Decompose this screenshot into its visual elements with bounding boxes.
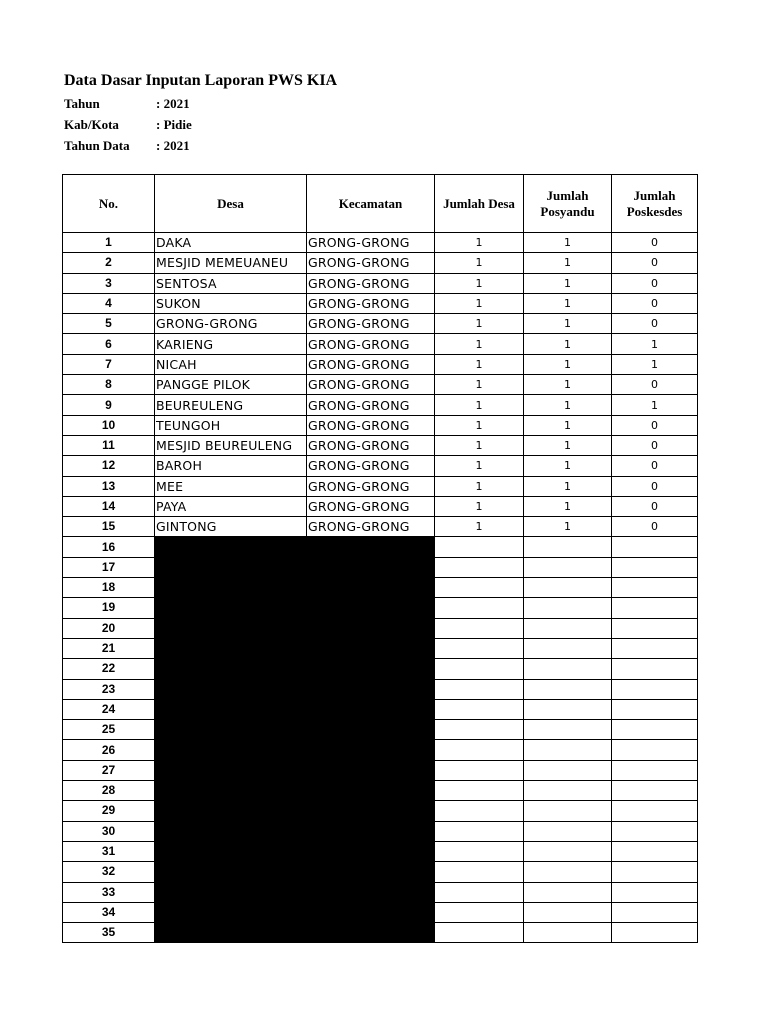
row-number: 4 bbox=[63, 293, 155, 313]
jumlah-poskesdes-cell: 0 bbox=[612, 233, 698, 253]
row-number: 30 bbox=[63, 821, 155, 841]
header-jumlah-posyandu: Jumlah Posyandu bbox=[524, 175, 612, 233]
jumlah-posyandu-cell bbox=[524, 618, 612, 638]
data-table bbox=[62, 174, 698, 943]
jumlah-poskesdes-cell bbox=[612, 923, 698, 943]
row-number: 1 bbox=[63, 233, 155, 253]
jumlah-poskesdes-cell: 0 bbox=[612, 496, 698, 516]
jumlah-poskesdes-cell bbox=[612, 781, 698, 801]
jumlah-poskesdes-cell bbox=[612, 801, 698, 821]
meta-kab-kota bbox=[64, 117, 192, 133]
redacted-block bbox=[155, 801, 435, 821]
redacted-block bbox=[155, 882, 435, 902]
jumlah-posyandu-cell bbox=[524, 557, 612, 577]
jumlah-poskesdes-cell bbox=[612, 862, 698, 882]
jumlah-desa-cell: 1 bbox=[435, 314, 524, 334]
row-number: 27 bbox=[63, 760, 155, 780]
redacted-block bbox=[155, 862, 435, 882]
jumlah-poskesdes-cell: 0 bbox=[612, 476, 698, 496]
table-row bbox=[63, 923, 698, 943]
jumlah-desa-cell: 1 bbox=[435, 273, 524, 293]
jumlah-poskesdes-cell: 0 bbox=[612, 435, 698, 455]
jumlah-desa-cell: 1 bbox=[435, 293, 524, 313]
kecamatan-cell: GRONG-GRONG bbox=[307, 415, 435, 435]
row-number: 22 bbox=[63, 659, 155, 679]
jumlah-poskesdes-cell: 0 bbox=[612, 293, 698, 313]
jumlah-posyandu-cell: 1 bbox=[524, 314, 612, 334]
jumlah-posyandu-cell: 1 bbox=[524, 273, 612, 293]
row-number: 5 bbox=[63, 314, 155, 334]
desa-cell: PANGGE PILOK bbox=[155, 375, 307, 395]
table-row bbox=[63, 720, 698, 740]
jumlah-desa-cell bbox=[435, 557, 524, 577]
redacted-block bbox=[155, 659, 435, 679]
kecamatan-cell: GRONG-GRONG bbox=[307, 253, 435, 273]
table-row bbox=[63, 821, 698, 841]
desa-cell: MEE bbox=[155, 476, 307, 496]
row-number: 12 bbox=[63, 456, 155, 476]
jumlah-poskesdes-cell bbox=[612, 821, 698, 841]
kecamatan-cell: GRONG-GRONG bbox=[307, 395, 435, 415]
table-row bbox=[63, 679, 698, 699]
jumlah-poskesdes-cell bbox=[612, 679, 698, 699]
jumlah-desa-cell bbox=[435, 740, 524, 760]
document-title: Data Dasar Inputan Laporan PWS KIA bbox=[64, 72, 338, 89]
table-row bbox=[63, 760, 698, 780]
redacted-block bbox=[155, 781, 435, 801]
row-number: 11 bbox=[63, 435, 155, 455]
table-row bbox=[63, 517, 698, 537]
row-number: 17 bbox=[63, 557, 155, 577]
redacted-block bbox=[155, 923, 435, 943]
kecamatan-cell: GRONG-GRONG bbox=[307, 456, 435, 476]
jumlah-posyandu-cell bbox=[524, 699, 612, 719]
row-number: 16 bbox=[63, 537, 155, 557]
table-row bbox=[63, 435, 698, 455]
desa-cell: TEUNGOH bbox=[155, 415, 307, 435]
row-number: 3 bbox=[63, 273, 155, 293]
header-jumlah-desa: Jumlah Desa bbox=[435, 175, 524, 233]
table-body bbox=[63, 233, 698, 943]
table-row bbox=[63, 395, 698, 415]
jumlah-posyandu-cell bbox=[524, 740, 612, 760]
row-number: 26 bbox=[63, 740, 155, 760]
jumlah-desa-cell bbox=[435, 902, 524, 922]
redacted-block bbox=[155, 537, 435, 557]
desa-cell: SENTOSA bbox=[155, 273, 307, 293]
table-row bbox=[63, 659, 698, 679]
redacted-block bbox=[155, 760, 435, 780]
table-row bbox=[63, 334, 698, 354]
jumlah-desa-cell: 1 bbox=[435, 395, 524, 415]
desa-cell: BAROH bbox=[155, 456, 307, 476]
row-number: 15 bbox=[63, 517, 155, 537]
jumlah-poskesdes-cell bbox=[612, 537, 698, 557]
jumlah-desa-cell: 1 bbox=[435, 496, 524, 516]
header-jumlah-poskesdes: Jumlah Poskesdes bbox=[612, 175, 698, 233]
jumlah-posyandu-cell: 1 bbox=[524, 476, 612, 496]
row-number: 19 bbox=[63, 598, 155, 618]
jumlah-desa-cell bbox=[435, 821, 524, 841]
jumlah-posyandu-cell bbox=[524, 578, 612, 598]
jumlah-desa-cell bbox=[435, 862, 524, 882]
table-row bbox=[63, 415, 698, 435]
jumlah-posyandu-cell: 1 bbox=[524, 415, 612, 435]
desa-cell: BEUREULENG bbox=[155, 395, 307, 415]
jumlah-poskesdes-cell bbox=[612, 841, 698, 861]
jumlah-desa-cell bbox=[435, 578, 524, 598]
jumlah-poskesdes-cell: 0 bbox=[612, 375, 698, 395]
row-number: 34 bbox=[63, 902, 155, 922]
jumlah-desa-cell bbox=[435, 679, 524, 699]
jumlah-posyandu-cell: 1 bbox=[524, 253, 612, 273]
meta-label: Tahun Data bbox=[64, 138, 130, 153]
jumlah-posyandu-cell bbox=[524, 801, 612, 821]
jumlah-poskesdes-cell bbox=[612, 557, 698, 577]
kecamatan-cell: GRONG-GRONG bbox=[307, 435, 435, 455]
jumlah-desa-cell: 1 bbox=[435, 415, 524, 435]
jumlah-posyandu-cell bbox=[524, 862, 612, 882]
redacted-block bbox=[155, 720, 435, 740]
jumlah-desa-cell bbox=[435, 537, 524, 557]
redacted-block bbox=[155, 618, 435, 638]
jumlah-posyandu-cell: 1 bbox=[524, 375, 612, 395]
jumlah-desa-cell bbox=[435, 618, 524, 638]
desa-cell: MESJID MEMEUANEU bbox=[155, 253, 307, 273]
table-row bbox=[63, 476, 698, 496]
table-row bbox=[63, 801, 698, 821]
desa-cell: SUKON bbox=[155, 293, 307, 313]
jumlah-posyandu-cell: 1 bbox=[524, 334, 612, 354]
table-header-row bbox=[63, 175, 698, 233]
desa-cell: GRONG-GRONG bbox=[155, 314, 307, 334]
jumlah-desa-cell bbox=[435, 801, 524, 821]
table-row bbox=[63, 638, 698, 658]
jumlah-posyandu-cell bbox=[524, 598, 612, 618]
table-row bbox=[63, 781, 698, 801]
table-row bbox=[63, 882, 698, 902]
redacted-block bbox=[155, 598, 435, 618]
desa-cell: NICAH bbox=[155, 354, 307, 374]
row-number: 29 bbox=[63, 801, 155, 821]
jumlah-poskesdes-cell bbox=[612, 740, 698, 760]
jumlah-poskesdes-cell bbox=[612, 598, 698, 618]
table-row bbox=[63, 233, 698, 253]
table-row bbox=[63, 598, 698, 618]
jumlah-poskesdes-cell: 0 bbox=[612, 415, 698, 435]
jumlah-poskesdes-cell: 0 bbox=[612, 314, 698, 334]
meta-value: : Pidie bbox=[156, 117, 192, 132]
row-number: 35 bbox=[63, 923, 155, 943]
header-desa: Desa bbox=[155, 175, 307, 233]
jumlah-poskesdes-cell: 1 bbox=[612, 334, 698, 354]
row-number: 31 bbox=[63, 841, 155, 861]
jumlah-poskesdes-cell bbox=[612, 760, 698, 780]
row-number: 14 bbox=[63, 496, 155, 516]
jumlah-desa-cell: 1 bbox=[435, 253, 524, 273]
jumlah-posyandu-cell bbox=[524, 781, 612, 801]
table-row bbox=[63, 902, 698, 922]
kecamatan-cell: GRONG-GRONG bbox=[307, 273, 435, 293]
table-row bbox=[63, 578, 698, 598]
table-row bbox=[63, 253, 698, 273]
jumlah-posyandu-cell bbox=[524, 841, 612, 861]
row-number: 25 bbox=[63, 720, 155, 740]
redacted-block bbox=[155, 841, 435, 861]
jumlah-poskesdes-cell bbox=[612, 578, 698, 598]
jumlah-desa-cell: 1 bbox=[435, 517, 524, 537]
kecamatan-cell: GRONG-GRONG bbox=[307, 354, 435, 374]
row-number: 2 bbox=[63, 253, 155, 273]
jumlah-desa-cell: 1 bbox=[435, 476, 524, 496]
jumlah-poskesdes-cell bbox=[612, 618, 698, 638]
row-number: 33 bbox=[63, 882, 155, 902]
jumlah-poskesdes-cell: 0 bbox=[612, 253, 698, 273]
jumlah-poskesdes-cell bbox=[612, 902, 698, 922]
redacted-block bbox=[155, 902, 435, 922]
jumlah-poskesdes-cell bbox=[612, 699, 698, 719]
jumlah-desa-cell bbox=[435, 841, 524, 861]
header-kecamatan: Kecamatan bbox=[307, 175, 435, 233]
kecamatan-cell: GRONG-GRONG bbox=[307, 496, 435, 516]
table-row bbox=[63, 354, 698, 374]
row-number: 23 bbox=[63, 679, 155, 699]
jumlah-posyandu-cell bbox=[524, 760, 612, 780]
row-number: 9 bbox=[63, 395, 155, 415]
jumlah-posyandu-cell bbox=[524, 882, 612, 902]
meta-label: Kab/Kota bbox=[64, 117, 119, 132]
jumlah-poskesdes-cell bbox=[612, 882, 698, 902]
kecamatan-cell: GRONG-GRONG bbox=[307, 334, 435, 354]
jumlah-poskesdes-cell: 0 bbox=[612, 517, 698, 537]
table-row bbox=[63, 740, 698, 760]
jumlah-posyandu-cell: 1 bbox=[524, 517, 612, 537]
row-number: 7 bbox=[63, 354, 155, 374]
jumlah-desa-cell: 1 bbox=[435, 375, 524, 395]
jumlah-posyandu-cell: 1 bbox=[524, 456, 612, 476]
row-number: 6 bbox=[63, 334, 155, 354]
jumlah-desa-cell: 1 bbox=[435, 354, 524, 374]
kecamatan-cell: GRONG-GRONG bbox=[307, 375, 435, 395]
redacted-block bbox=[155, 679, 435, 699]
table-row bbox=[63, 862, 698, 882]
jumlah-posyandu-cell bbox=[524, 902, 612, 922]
row-number: 21 bbox=[63, 638, 155, 658]
redacted-block bbox=[155, 699, 435, 719]
row-number: 28 bbox=[63, 781, 155, 801]
row-number: 20 bbox=[63, 618, 155, 638]
meta-tahun bbox=[64, 96, 190, 112]
row-number: 32 bbox=[63, 862, 155, 882]
jumlah-posyandu-cell bbox=[524, 923, 612, 943]
redacted-block bbox=[155, 557, 435, 577]
meta-value: : 2021 bbox=[156, 138, 190, 153]
jumlah-desa-cell bbox=[435, 760, 524, 780]
desa-cell: PAYA bbox=[155, 496, 307, 516]
row-number: 24 bbox=[63, 699, 155, 719]
kecamatan-cell: GRONG-GRONG bbox=[307, 476, 435, 496]
kecamatan-cell: GRONG-GRONG bbox=[307, 517, 435, 537]
redacted-block bbox=[155, 740, 435, 760]
jumlah-posyandu-cell bbox=[524, 638, 612, 658]
table-row bbox=[63, 618, 698, 638]
jumlah-poskesdes-cell: 0 bbox=[612, 273, 698, 293]
row-number: 18 bbox=[63, 578, 155, 598]
jumlah-posyandu-cell: 1 bbox=[524, 293, 612, 313]
table-row bbox=[63, 456, 698, 476]
jumlah-desa-cell: 1 bbox=[435, 435, 524, 455]
jumlah-posyandu-cell bbox=[524, 821, 612, 841]
jumlah-desa-cell bbox=[435, 659, 524, 679]
jumlah-desa-cell bbox=[435, 598, 524, 618]
jumlah-posyandu-cell bbox=[524, 537, 612, 557]
redacted-block bbox=[155, 638, 435, 658]
meta-label: Tahun bbox=[64, 96, 100, 111]
kecamatan-cell: GRONG-GRONG bbox=[307, 314, 435, 334]
table-row bbox=[63, 699, 698, 719]
jumlah-posyandu-cell: 1 bbox=[524, 233, 612, 253]
table-row bbox=[63, 273, 698, 293]
row-number: 10 bbox=[63, 415, 155, 435]
jumlah-posyandu-cell bbox=[524, 720, 612, 740]
redacted-block bbox=[155, 578, 435, 598]
jumlah-posyandu-cell: 1 bbox=[524, 435, 612, 455]
jumlah-desa-cell: 1 bbox=[435, 334, 524, 354]
jumlah-posyandu-cell: 1 bbox=[524, 354, 612, 374]
jumlah-posyandu-cell bbox=[524, 659, 612, 679]
jumlah-poskesdes-cell: 1 bbox=[612, 395, 698, 415]
kecamatan-cell: GRONG-GRONG bbox=[307, 293, 435, 313]
jumlah-poskesdes-cell bbox=[612, 638, 698, 658]
jumlah-desa-cell: 1 bbox=[435, 233, 524, 253]
jumlah-poskesdes-cell: 1 bbox=[612, 354, 698, 374]
jumlah-desa-cell bbox=[435, 781, 524, 801]
meta-tahun-data bbox=[64, 138, 190, 154]
desa-cell: MESJID BEUREULENG bbox=[155, 435, 307, 455]
table-row bbox=[63, 841, 698, 861]
table-row bbox=[63, 496, 698, 516]
table-row bbox=[63, 557, 698, 577]
jumlah-poskesdes-cell bbox=[612, 659, 698, 679]
redacted-block bbox=[155, 821, 435, 841]
jumlah-posyandu-cell: 1 bbox=[524, 395, 612, 415]
table-row bbox=[63, 314, 698, 334]
kecamatan-cell: GRONG-GRONG bbox=[307, 233, 435, 253]
jumlah-desa-cell bbox=[435, 882, 524, 902]
jumlah-desa-cell bbox=[435, 923, 524, 943]
jumlah-posyandu-cell: 1 bbox=[524, 496, 612, 516]
jumlah-posyandu-cell bbox=[524, 679, 612, 699]
table-row bbox=[63, 375, 698, 395]
jumlah-desa-cell bbox=[435, 638, 524, 658]
table-row bbox=[63, 293, 698, 313]
jumlah-poskesdes-cell bbox=[612, 720, 698, 740]
jumlah-desa-cell bbox=[435, 720, 524, 740]
jumlah-desa-cell bbox=[435, 699, 524, 719]
meta-value: : 2021 bbox=[156, 96, 190, 111]
header-no: No. bbox=[63, 175, 155, 233]
jumlah-desa-cell: 1 bbox=[435, 456, 524, 476]
row-number: 8 bbox=[63, 375, 155, 395]
row-number: 13 bbox=[63, 476, 155, 496]
desa-cell: GINTONG bbox=[155, 517, 307, 537]
desa-cell: DAKA bbox=[155, 233, 307, 253]
desa-cell: KARIENG bbox=[155, 334, 307, 354]
jumlah-poskesdes-cell: 0 bbox=[612, 456, 698, 476]
table-row bbox=[63, 537, 698, 557]
